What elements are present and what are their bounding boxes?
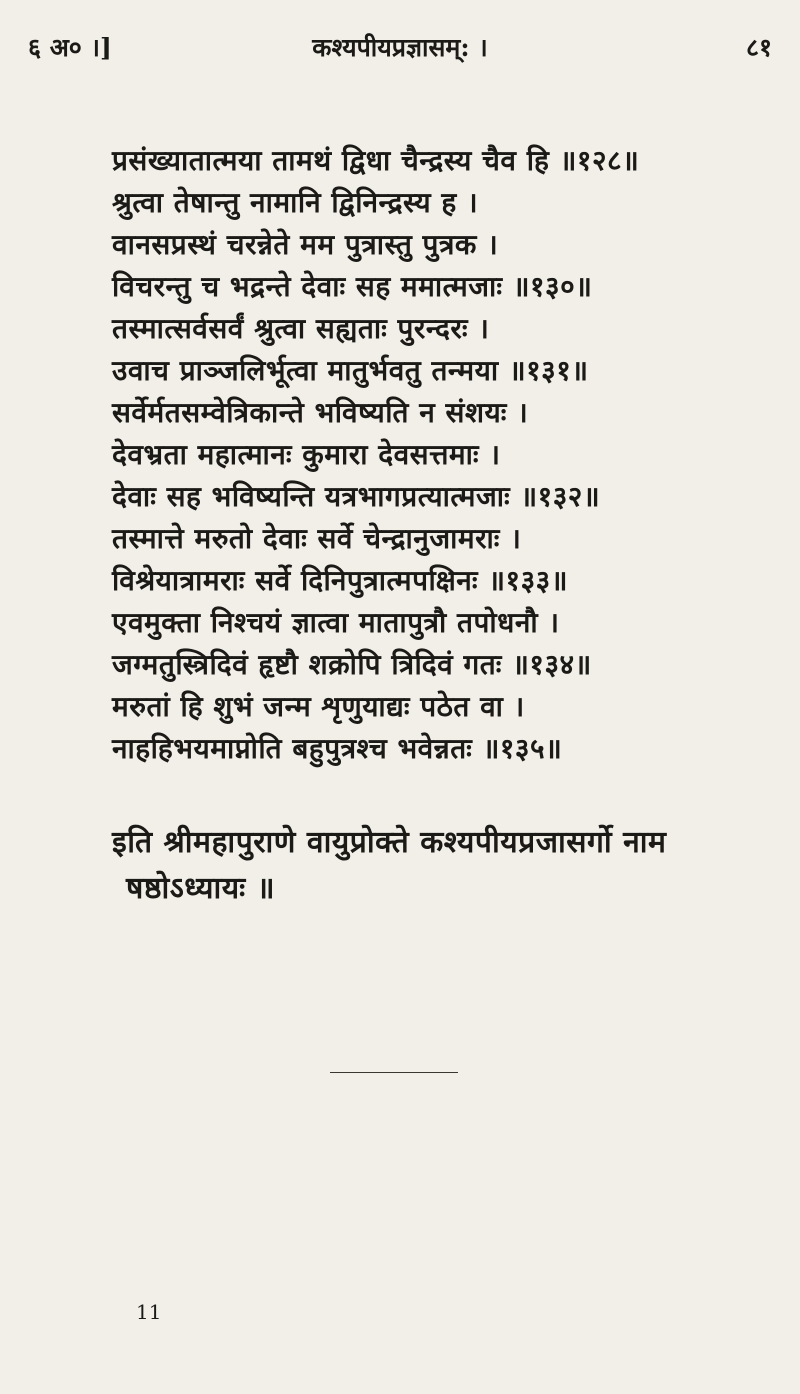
page-number: 11	[136, 1300, 162, 1324]
verse-line: जग्मतुस्त्रिदिवं हृष्टौ शक्रोपि त्रिदिवं गतः ॥१३४॥	[112, 648, 592, 681]
verse-line: देवभ्रता महात्मानः कुमारा देवसत्तमाः ।	[112, 438, 501, 471]
colophon-line: इति श्रीमहापुराणे वायुप्रोक्ते कश्यपीयप्रजासर्गो नाम	[112, 825, 667, 860]
verse-block	[112, 140, 752, 770]
verse-line: सर्वेर्मतसम्वेत्रिकान्ते भविष्यति न संशयः ।	[112, 396, 529, 429]
verse-line: तस्मात्सर्वसर्वं श्रुत्वा सह्यताः पुरन्दरः ।	[112, 312, 490, 345]
verse-line: देवाः सह भविष्यन्ति यत्रभागप्रत्यात्मजाः ॥१३२॥	[112, 480, 601, 513]
verse-line: नाहहिभयमाप्नोति बहुपुत्रश्च भवेन्नतः ॥१३५॥	[112, 732, 563, 765]
verse-line: वानसप्रस्थं चरन्नेते मम पुत्रास्तु पुत्रक ।	[112, 228, 499, 261]
chapter-colophon	[112, 820, 752, 912]
verse-line: विचरन्तु च भद्रन्ते देवाः सह ममात्मजाः ॥१३०॥	[112, 270, 593, 303]
chapter-marker: ६ अ० ।]	[28, 33, 112, 62]
colophon-line: षष्ठोऽध्यायः ॥	[126, 871, 276, 906]
verse-line: एवमुक्ता निश्चयं ज्ञात्वा मातापुत्रौ तपोधनौ ।	[112, 606, 560, 639]
verse-line: विश्रेयात्रामराः सर्वे दिनिपुत्रात्मपक्षिनः ॥१३३॥	[112, 564, 568, 597]
section-divider	[330, 1072, 458, 1073]
verse-line: श्रुत्वा तेषान्तु नामानि द्विनिन्द्रस्य ह ।	[112, 186, 479, 219]
verse-line: प्रसंख्यातात्मया तामथं द्विधा चैन्द्रस्य चैव हि ॥१२८॥	[112, 144, 640, 177]
verse-line: मरुतां हि शुभं जन्म शृणुयाद्यः पठेत वा ।	[112, 690, 525, 723]
running-title: कश्यपीयप्रज्ञासम्: ।	[312, 33, 488, 62]
verse-line: तस्मात्ते मरुतो देवाः सर्वे चेन्द्रानुजामराः ।	[112, 522, 522, 555]
verse-line: उवाच प्राञ्जलिर्भूत्वा मातुर्भवतु तन्मया ॥१३१॥	[112, 354, 589, 387]
folio-number: ८१	[745, 33, 772, 62]
running-header	[28, 24, 772, 64]
